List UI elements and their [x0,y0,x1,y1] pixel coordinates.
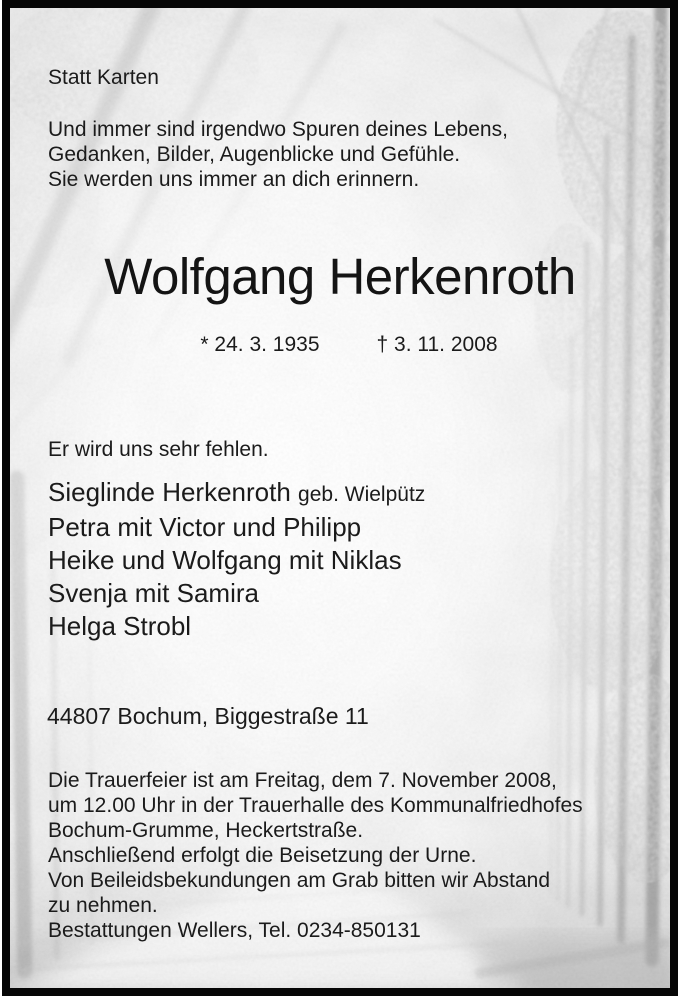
funeral-detail-line: Von Beileidsbekundungen am Grab bitten wir Abstand [48,869,551,892]
mourner-main: Helga Strobl [48,611,192,641]
family-address: 44807 Bochum, Biggestraße 11 [47,703,369,729]
mourner-name [48,511,425,544]
notice-content [10,8,670,988]
verse-line: Gedanken, Bilder, Augenblicke und Gefühle. [48,143,461,166]
verse-line: Und immer sind irgendwo Spuren deines Lebens, [48,118,508,141]
birth-date: * 24. 3. 1935 [200,333,320,356]
funeral-detail-line: Bochum-Grumme, Heckertstraße. [48,819,364,842]
mourner-main: Petra mit Victor und Philipp [48,512,362,542]
notice-card [2,0,678,996]
mourning-line: Er wird uns sehr fehlen. [48,438,269,461]
funeral-details [48,768,583,943]
mourner-main: Sieglinde Herkenroth [48,477,291,507]
mourner-name [48,577,425,610]
funeral-detail-line: Anschließend erfolgt die Beisetzung der Urne. [48,844,477,867]
mourner-name [48,476,425,511]
memorial-verse [48,117,508,192]
deceased-name: Wolfgang Herkenroth [104,248,576,305]
mourners-list [48,476,425,643]
mourner-name [48,610,425,643]
maiden-name: geb. Wielpütz [298,483,426,506]
funeral-home-line: Bestattungen Wellers, Tel. 0234-850131 [48,919,421,942]
funeral-detail-line: um 12.00 Uhr in der Trauerhalle des Kommunalfriedhofes [48,794,583,817]
life-dates [19,332,678,357]
verse-line: Sie werden uns immer an dich erinnern. [48,168,420,191]
funeral-detail-line: zu nehmen. [48,894,158,917]
pre-header: Statt Karten [48,66,159,89]
mourner-main: Svenja mit Samira [48,578,259,608]
mourner-name [48,544,425,577]
funeral-detail-line: Die Trauerfeier ist am Freitag, dem 7. November 2008, [48,769,557,792]
mourner-main: Heike und Wolfgang mit Niklas [48,545,402,575]
death-date: † 3. 11. 2008 [376,333,498,356]
